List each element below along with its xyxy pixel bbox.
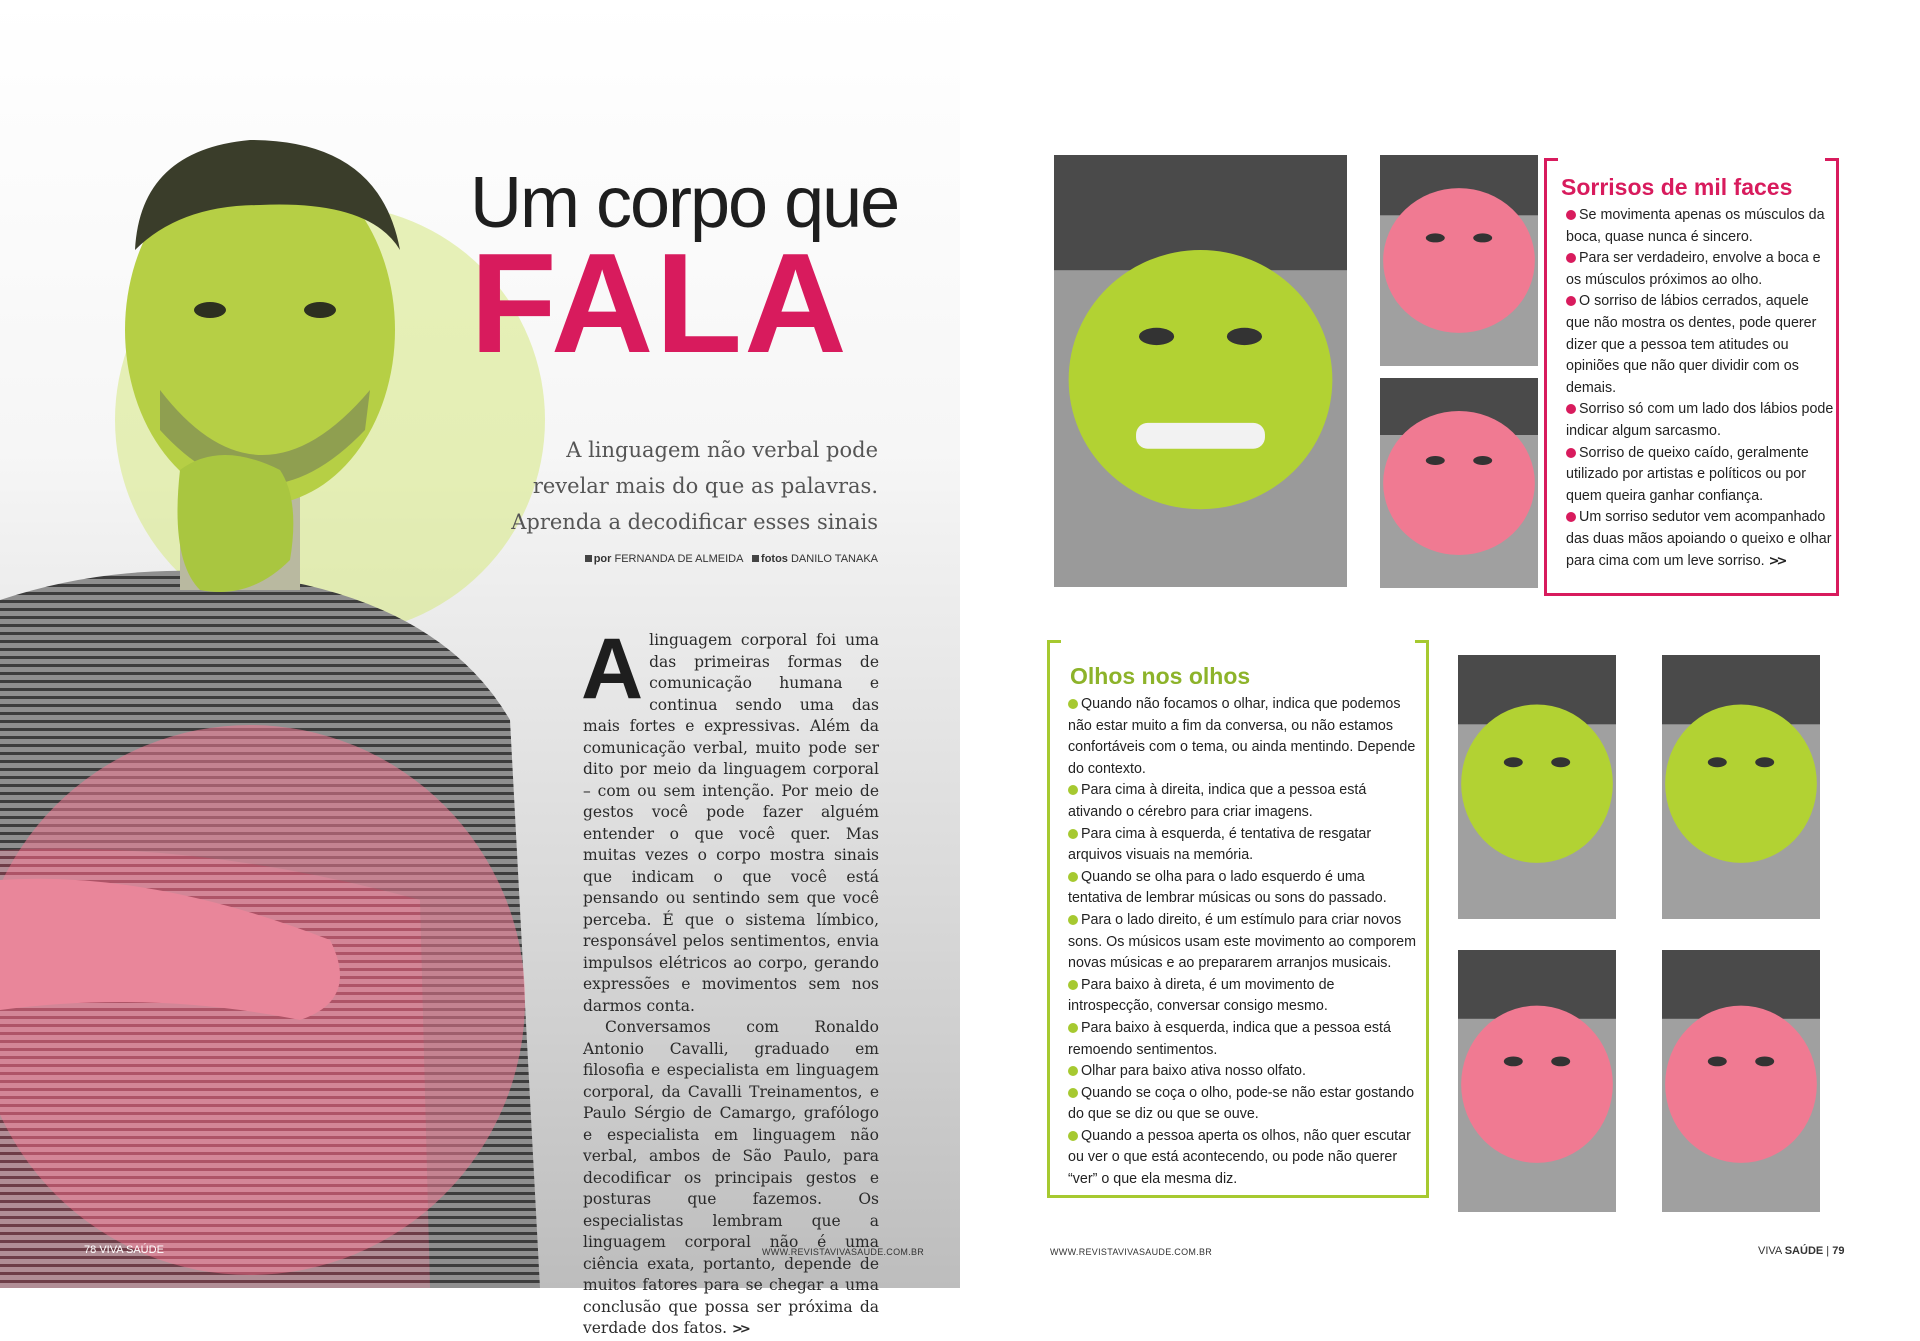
list-item-text: Sorriso de queixo caído, geralmente utilizado por artistas e políticos ou por quem queira ganhar confiança. xyxy=(1566,444,1809,504)
byline-por-label: por xyxy=(593,553,612,565)
drop-cap: A xyxy=(581,621,644,717)
list-item xyxy=(1068,1126,1418,1191)
sorrisos-title: Sorrisos de mil faces xyxy=(1561,174,1793,200)
left-magazine-name: VIVA SAÚDE xyxy=(99,1244,164,1256)
list-item-text: Um sorriso sedutor vem acompanhado das duas mãos apoiando o queixo e olhar para cima com um leve sorriso. xyxy=(1566,509,1832,569)
bullet-dot-icon xyxy=(1566,448,1576,458)
list-item xyxy=(1068,867,1418,910)
left-page-number: 78 xyxy=(84,1244,97,1256)
sorrisos-list xyxy=(1566,205,1834,572)
list-item xyxy=(1068,1018,1418,1061)
list-item-text: Quando não focamos o olhar, indica que podemos não estar muito a fim da conversa, ou não estamos confortáveis com o tema, ou ainda mentindo. Depende do contexto. xyxy=(1068,696,1416,777)
list-item xyxy=(1068,1061,1418,1083)
continue-arrow-icon: >> xyxy=(1768,553,1785,569)
byline-photographer: DANILO TANAKA xyxy=(790,553,878,565)
body-paragraph-2 xyxy=(583,1017,879,1341)
byline xyxy=(560,553,878,565)
right-page-number: 79 xyxy=(1832,1245,1845,1257)
bullet-dot-icon xyxy=(1068,915,1078,925)
deck-line: revelar mais do que as palavras. xyxy=(532,474,878,498)
olhos-title: Olhos nos olhos xyxy=(1070,663,1251,689)
right-website: WWW.REVISTAVIVASAUDE.COM.BR xyxy=(1050,1247,1213,1257)
continue-arrow-icon: >> xyxy=(732,1322,748,1337)
headline-line-1: Um corpo que xyxy=(470,163,899,243)
list-item-text: Quando a pessoa aperta os olhos, não quer escutar ou ver o que está acontecendo, ou pode não querer “ver” o que ela mesma diz. xyxy=(1068,1127,1411,1188)
body-paragraph-2-text: Conversamos com Ronaldo Antonio Cavalli, graduado em filosofia e especialista em linguagem corporal, da Cavalli Treinamentos, e Paulo Sérgio de Camargo, grafólogo e especialista em linguagem não verbal, ambos de São Paulo, para decodificar os principais gestos e posturas que fazemos. Os especialistas lembram que a linguagem corporal não é uma ciência exata, portanto, depende de muitos fatores para se chegar a uma conclusão que possa ser próxima da verdade dos fatos. xyxy=(583,1018,879,1337)
list-item xyxy=(1068,910,1418,975)
face-photo-eyes-squint xyxy=(1458,950,1616,1212)
list-item xyxy=(1566,399,1834,442)
right-magazine-viva: VIVA xyxy=(1758,1245,1782,1257)
left-website: WWW.REVISTAVIVASAUDE.COM.BR xyxy=(762,1247,925,1257)
list-item-text: Sorriso só com um lado dos lábios pode indicar algum sarcasmo. xyxy=(1566,401,1834,439)
byline-fotos-label: fotos xyxy=(761,553,788,565)
list-item xyxy=(1566,507,1834,572)
bullet-dot-icon xyxy=(1566,512,1576,522)
list-item xyxy=(1566,291,1834,399)
list-item-text: Olhar para baixo ativa nosso olfato. xyxy=(1081,1063,1306,1080)
byline-square-icon xyxy=(585,555,592,562)
bullet-dot-icon xyxy=(1068,829,1078,839)
list-item xyxy=(1068,694,1418,780)
headline-line-2: FALA xyxy=(470,224,849,383)
bullet-dot-icon xyxy=(1566,253,1576,263)
bullet-dot-icon xyxy=(1068,980,1078,990)
body-paragraph-1: linguagem corporal foi uma das primeiras formas de comunicação humana e continua sendo uma das mais fortes e expressivas. Além da comunicação verbal, muito pode ser dito por meio da linguagem corporal – com ou sem intenção. Por meio de gestos você pode fazer alguém entender o que você quer. Mas muitas vezes o corpo mostra sinais que indicam o que você está pensando ou sentindo sem que você perceba. É que o sistema límbico, responsável pelos sentimentos, envia impulsos elétricos ao corpo, gerando expressões e movimentos sem nos darmos conta. xyxy=(583,631,879,1015)
face-photo-eyes-up-left xyxy=(1662,655,1820,919)
list-item xyxy=(1068,975,1418,1018)
bullet-dot-icon xyxy=(1068,1088,1078,1098)
deck-line: Aprenda a decodificar esses sinais xyxy=(511,510,878,534)
face-photo-eyes-up-right xyxy=(1458,655,1616,919)
bullet-dot-icon xyxy=(1566,404,1576,414)
bullet-dot-icon xyxy=(1068,1131,1078,1141)
byline-square-icon xyxy=(752,555,759,562)
list-item xyxy=(1068,1083,1418,1126)
list-item xyxy=(1566,248,1834,291)
byline-author: FERNANDA DE ALMEIDA xyxy=(614,553,743,565)
list-item xyxy=(1068,780,1418,823)
list-item-text: Para ser verdadeiro, envolve a boca e os músculos próximos ao olho. xyxy=(1566,250,1821,288)
face-photo-closed-smile xyxy=(1380,155,1538,366)
bullet-dot-icon xyxy=(1068,1023,1078,1033)
olhos-list xyxy=(1068,694,1418,1191)
list-item-text: Para cima à esquerda, é tentativa de resgatar arquivos visuais na memória. xyxy=(1068,825,1372,864)
face-photo-eyes-down xyxy=(1662,950,1820,1212)
left-page xyxy=(0,0,960,1337)
bullet-dot-icon xyxy=(1068,872,1078,882)
footer-separator: | xyxy=(1826,1245,1830,1257)
right-page-footer xyxy=(1758,1245,1844,1257)
list-item xyxy=(1566,205,1834,248)
face-photo-big-smile xyxy=(1054,155,1347,587)
article-deck xyxy=(500,432,878,540)
list-item-text: Se movimenta apenas os músculos da boca, quase nunca é sincero. xyxy=(1566,207,1825,245)
face-photo-half-smile xyxy=(1380,378,1538,588)
list-item xyxy=(1068,824,1418,867)
bullet-dot-icon xyxy=(1068,785,1078,795)
list-item-text: Quando se coça o olho, pode-se não estar gostando do que se diz ou que se ouve. xyxy=(1068,1084,1415,1123)
right-magazine-saude: SAÚDE xyxy=(1784,1245,1824,1257)
deck-line: A linguagem não verbal pode xyxy=(566,438,878,462)
list-item-text: Para baixo à direta, é um movimento de introspecção, conversar consigo mesmo. xyxy=(1068,976,1335,1015)
list-item xyxy=(1566,443,1834,508)
list-item-text: Para o lado direito, é um estímulo para criar novos sons. Os músicos usam este movimento ao comporem novas músicas e ao prepararem arranjos musicais. xyxy=(1068,911,1417,972)
left-page-footer xyxy=(84,1244,164,1256)
list-item-text: O sorriso de lábios cerrados, aquele que não mostra os dentes, pode querer dizer que a pessoa tem atitudes ou opiniões que não quer dividir com os demais. xyxy=(1566,293,1817,396)
article-body xyxy=(581,621,879,1341)
bullet-dot-icon xyxy=(1068,1066,1078,1076)
bullet-dot-icon xyxy=(1566,210,1576,220)
list-item-text: Para baixo à esquerda, indica que a pessoa está remoendo sentimentos. xyxy=(1068,1019,1391,1058)
bullet-dot-icon xyxy=(1566,296,1576,306)
list-item-text: Para cima à direita, indica que a pessoa está ativando o cérebro para criar imagens. xyxy=(1068,782,1367,820)
bullet-dot-icon xyxy=(1068,699,1078,709)
list-item-text: Quando se olha para o lado esquerdo é uma tentativa de lembrar músicas ou sons do passado. xyxy=(1068,868,1387,907)
